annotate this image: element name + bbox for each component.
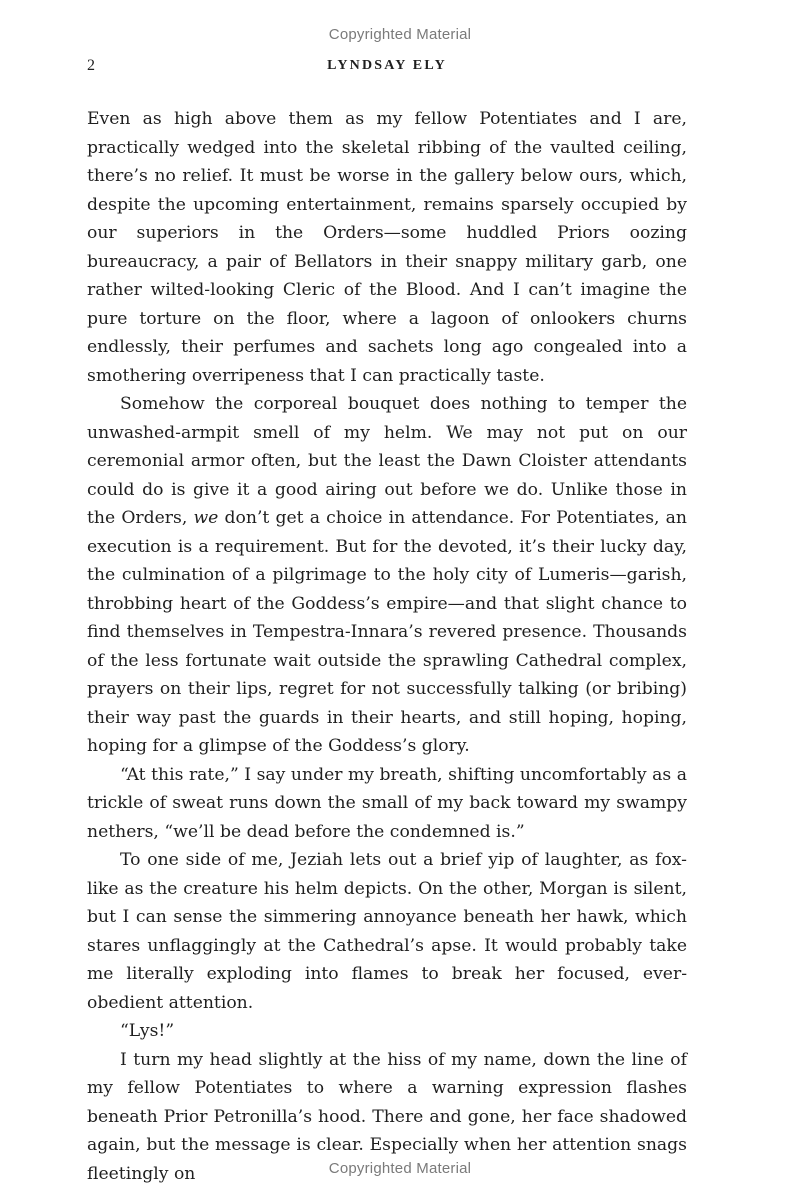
emphasis-text: we — [193, 508, 219, 528]
page-number: 2 — [87, 57, 95, 74]
author-running-title: LYNDSAY ELY — [327, 58, 447, 73]
running-head — [87, 57, 687, 79]
paragraph-text: don’t get a choice in attendance. For Potentiates, an execution is a requirement. But for the devoted, it’s their lucky day, the culmination of a pilgrimage to the holy city of Lumeris—garish, throbbing heart of the Goddess’s empire—and that slight chance to find themselves in Tempestra-Innara’s revered presence. Thousands of the less fortunate wait outside the sprawling Cathedral complex, prayers on their lips, regret for not successfully talking (or bribing) their way past the guards in their hearts, and still hoping, hoping, hoping for a glimpse of the Goddess’s glory. — [87, 508, 687, 756]
paragraph: “At this rate,” I say under my breath, shifting uncomfortably as a trickle of sweat runs down the small of my back toward my swampy nethers, “we’ll be dead before the condemned is.” — [87, 764, 687, 842]
body-text — [87, 105, 687, 1188]
paragraph-text: Somehow the corporeal bouquet does nothing to temper the unwashed-armpit smell of my helm. We may not put on our ceremonial armor often, but the least the Dawn Cloister attendants could do is give it a good airing out before we do. Unlike those in the Orders, — [87, 394, 687, 528]
paragraph: I turn my head slightly at the hiss of my name, down the line of my fellow Potentiates to where a warning expression flashes beneath Prior Petronilla’s hood. There and gone, her face shadowed again, but the message is clear. Especially when her attention snags fleetingly on — [87, 1049, 687, 1184]
paragraph: “Lys!” — [120, 1021, 175, 1041]
paragraph: Even as high above them as my fellow Potentiates and I are, practically wedged into the skeletal ribbing of the vaulted ceiling, there’s no relief. It must be worse in the gallery below ours, which, despite the upcoming entertainment, remains sparsely occupied by our superiors in the Orders—some huddled Priors oozing bureaucracy, a pair of Bellators in their snappy military garb, one rather wilted-looking Cleric of the Blood. And I can’t imagine the pure torture on the floor, where a lagoon of onlookers churns endlessly, their perfumes and sachets long ago congealed into a smothering overripeness that I can practically taste. — [87, 109, 687, 386]
copyright-watermark-top: Copyrighted Material — [328, 26, 472, 43]
paragraph — [87, 390, 687, 761]
paragraph: To one side of me, Jeziah lets out a brief yip of laughter, as fox-like as the creature his helm depicts. On the other, Morgan is silent, but I can sense the simmering annoyance beneath her hawk, which stares unflaggingly at the Cathedral’s apse. It would probably take me literally exploding into flames to break her focused, ever-obedient attention. — [87, 850, 687, 1013]
copyright-watermark-bottom: Copyrighted Material — [328, 1160, 472, 1177]
